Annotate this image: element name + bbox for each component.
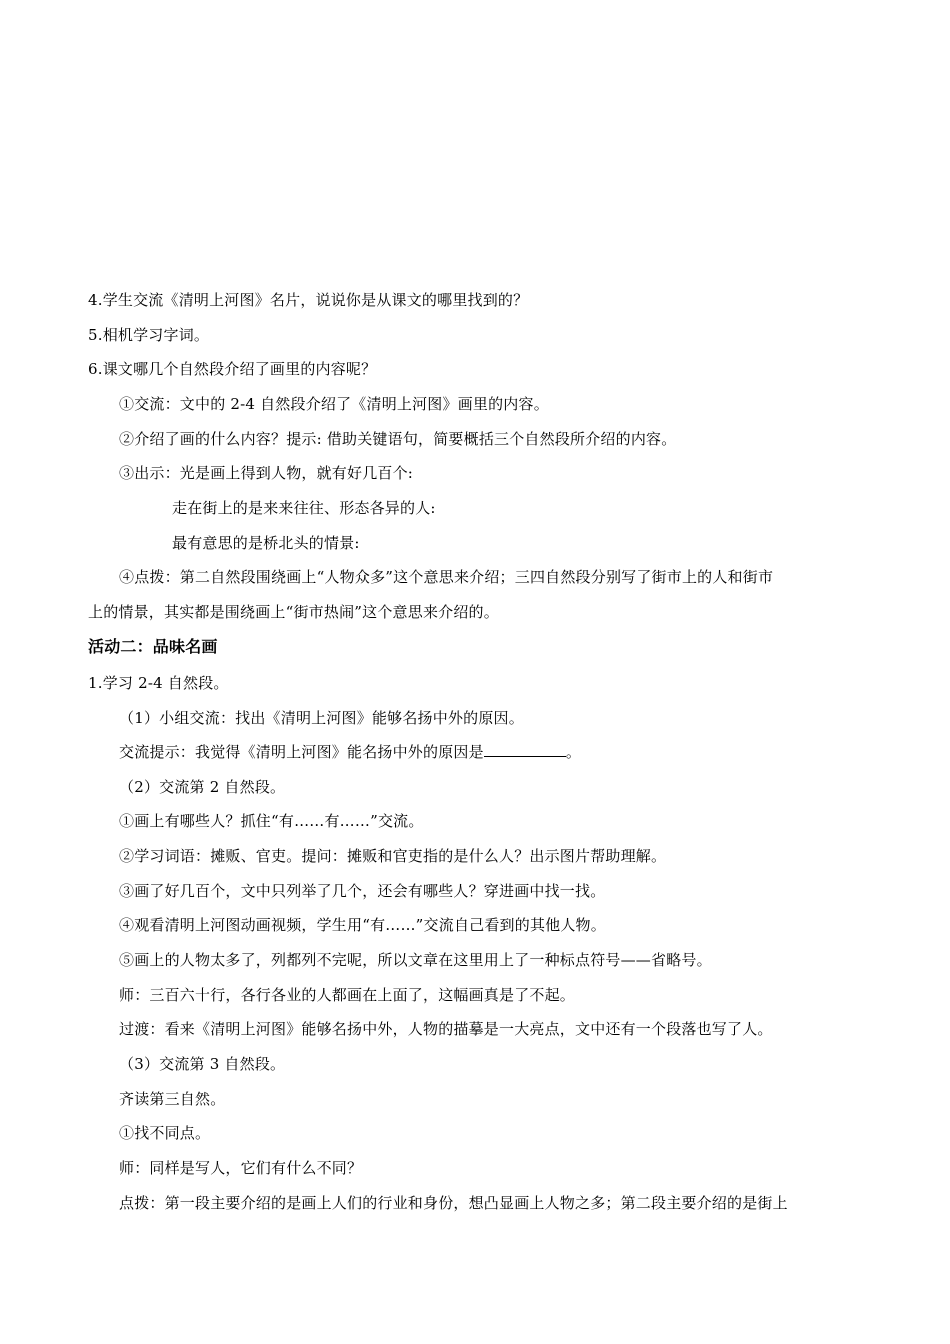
text-line: ③画了好几百个，文中只列举了几个，还会有哪些人？穿进画中找一找。: [119, 882, 606, 900]
text-line: 最有意思的是桥北头的情景:: [172, 534, 360, 552]
text-line: ②学习词语：摊贩、官吏。提问：摊贩和官吏指的是什么人？出示图片帮助理解。: [119, 847, 667, 865]
text-line: ④观看清明上河图动画视频，学生用“有……”交流自己看到的其他人物。: [119, 916, 606, 934]
text-line: 师：同样是写人，它们有什么不同？: [119, 1159, 363, 1177]
text-line: （1）小组交流：找出《清明上河图》能够名扬中外的原因。: [119, 709, 524, 727]
text-line: 走在街上的是来来往往、形态各异的人:: [172, 499, 436, 517]
text-line: ①画上有哪些人？抓住“有……有……”交流。: [119, 812, 424, 830]
text-line: ①交流：文中的 2-4 自然段介绍了《清明上河图》画里的内容。: [119, 395, 549, 413]
text-line: 6.课文哪几个自然段介绍了画里的内容呢？: [88, 360, 377, 378]
text-line: ⑤画上的人物太多了，列都列不完呢，所以文章在这里用上了一种标点符号——省略号。: [119, 951, 712, 969]
fill-in-blank: [484, 742, 566, 757]
text-line: ①找不同点。: [119, 1124, 211, 1142]
text-line: 4.学生交流《清明上河图》名片，说说你是从课文的哪里找到的？: [88, 291, 529, 309]
text-fragment: 。: [565, 743, 582, 761]
text-line: ④点拨：第二自然段围绕画上“人物众多”这个意思来介绍；三四自然段分别写了街市上的人和街市: [119, 568, 774, 586]
text-line: 过渡：看来《清明上河图》能够名扬中外，人物的描摹是一大亮点，文中还有一个段落也写了人。: [119, 1020, 773, 1038]
text-line: （3）交流第 3 自然段。: [119, 1055, 286, 1073]
text-line-with-blank: [119, 742, 581, 762]
text-line: 1.学习 2-4 自然段。: [88, 674, 229, 692]
text-fragment: 交流提示：我觉得《清明上河图》能名扬中外的原因是: [119, 743, 484, 761]
text-line: ③出示：光是画上得到人物，就有好几百个:: [119, 464, 414, 482]
text-line: 5.相机学习字词。: [88, 326, 210, 344]
text-line: 齐读第三自然。: [119, 1090, 226, 1108]
section-heading: 活动二：品味名画: [88, 637, 218, 656]
text-line: （2）交流第 2 自然段。: [119, 778, 286, 796]
text-line: 师：三百六十行，各行各业的人都画在上面了，这幅画真是了不起。: [119, 986, 576, 1004]
text-line: 点拨：第一段主要介绍的是画上人们的行业和身份，想凸显画上人物之多；第二段主要介绍的是街上: [119, 1194, 788, 1212]
text-line: 上的情景，其实都是围绕画上“街市热闹”这个意思来介绍的。: [88, 603, 499, 621]
text-line: ②介绍了画的什么内容？提示: 借助关键语句，简要概括三个自然段所介绍的内容。: [119, 430, 677, 448]
